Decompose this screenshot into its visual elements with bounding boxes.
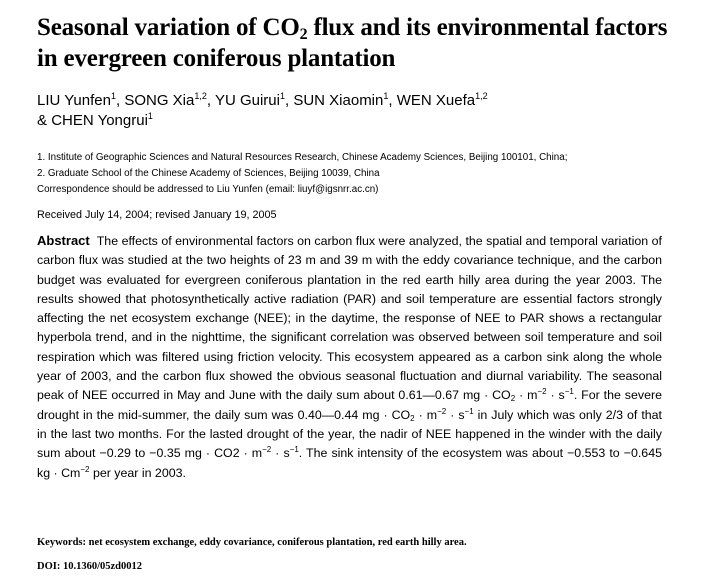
correspondence-note: Correspondence should be addressed to Liu Yunfen (email: liuyf@igsnrr.ac.cn) [37,184,379,195]
abstract-text: · s [546,388,565,403]
abstract [37,231,662,483]
affiliation-2: 2. Graduate School of the Chinese Academy of Sciences, Beijing 10039, China [37,168,380,179]
abstract-text: . The sink intensity of the ecosystem was about −0.553 to −0.645 kg · Cm [37,446,662,480]
title-subscript: 2 [299,26,308,43]
superscript: −1 [464,406,474,416]
keywords: Keywords: net ecosystem exchange, eddy covariance, coniferous plantation, red earth hilly area. [37,537,467,548]
abstract-text: The effects of environmental factors on carbon flux were analyzed, the spatial and temporal variation of carbon flux was studied at the two heights of 23 m and 39 m with the eddy covariance technique, and the carbon budget was evaluated for evergreen coniferous plantation in the red earth hilly area during the year 2003. The results showed that photosynthetically active radiation (PAR) and soil temperature are essential factors strongly affecting the net ecosystem exchange (NEE); in the daytime, the response of NEE to PAR shows a rectangular hyperbola trend, and in the nighttime, the significant correlation was observed between soil temperature and soil respiration which was filtered using friction velocity. This ecosystem appeared as a carbon sink along the whole year of 2003, and the carbon flux showed the obvious seasonal fluctuation and diurnal variability. The seasonal peak of NEE occurred in May and June with the daily sum about 0.61—0.67 mg · CO [37,234,662,403]
abstract-text: · m [414,407,438,422]
abstract-text: · s [446,407,465,422]
superscript: −2 [262,445,272,455]
abstract-text: in July which was only 2/3 of that in the last two months. For the lasted drought of the year, the nadir of NEE happened in the winder with the daily sum about −0.29 to −0.35 mg · CO2 · m [37,407,662,461]
affiliation-1: 1. Institute of Geographic Sciences and Natural Resources Research, Chinese Academy Sciences, Beijing 100101, China; [37,152,568,163]
author-name: SUN Xiaomin [293,92,384,109]
superscript: −1 [289,445,299,455]
superscript: −2 [80,464,90,474]
author-affiliation-mark: 1 [110,91,116,101]
author-name: YU Guirui [214,92,280,109]
author-name: SONG Xia [124,92,195,109]
author-affiliation-mark: 1 [279,91,285,101]
author-affiliation-mark: 1,2 [475,91,488,101]
superscript: −1 [564,387,574,397]
title-part1: Seasonal variation of CO [37,14,300,41]
abstract-label: Abstract [37,233,90,248]
abstract-text: per year in 2003. [89,465,186,480]
abstract-text: . For the severe drought in the mid-summer, the daily sum was 0.40—0.44 mg · CO [37,388,662,422]
author-name: CHEN Yongrui [51,112,148,129]
affiliations [37,150,677,198]
author-name: WEN Xuefa [396,92,476,109]
received-dates: Received July 14, 2004; revised January 19, 2005 [37,209,277,221]
author-affiliation-mark: 1 [383,91,389,101]
paper-title [37,12,687,74]
title-part2: flux and its environmental factors in evergreen coniferous plantation [37,14,668,72]
doi: DOI: 10.1360/05zd0012 [37,561,142,572]
author-name: LIU Yunfen [37,92,111,109]
superscript: −2 [537,387,547,397]
superscript: −2 [437,406,447,416]
subscript: 2 [410,413,415,423]
abstract-text: · m [515,388,538,403]
author-affiliation-mark: 1 [147,111,153,121]
author-affiliation-mark: 1,2 [194,91,207,101]
subscript: 2 [510,394,516,404]
abstract-text: · s [271,446,290,461]
author-list: LIU Yunfen$^1$, SONG Xia$^{1,2}$, YU Guirui$^1$, SUN Xiaomin$^1$, WEN Xuefa$^{1,2}$ & CHEN Yongrui$^1$ [37,91,488,129]
